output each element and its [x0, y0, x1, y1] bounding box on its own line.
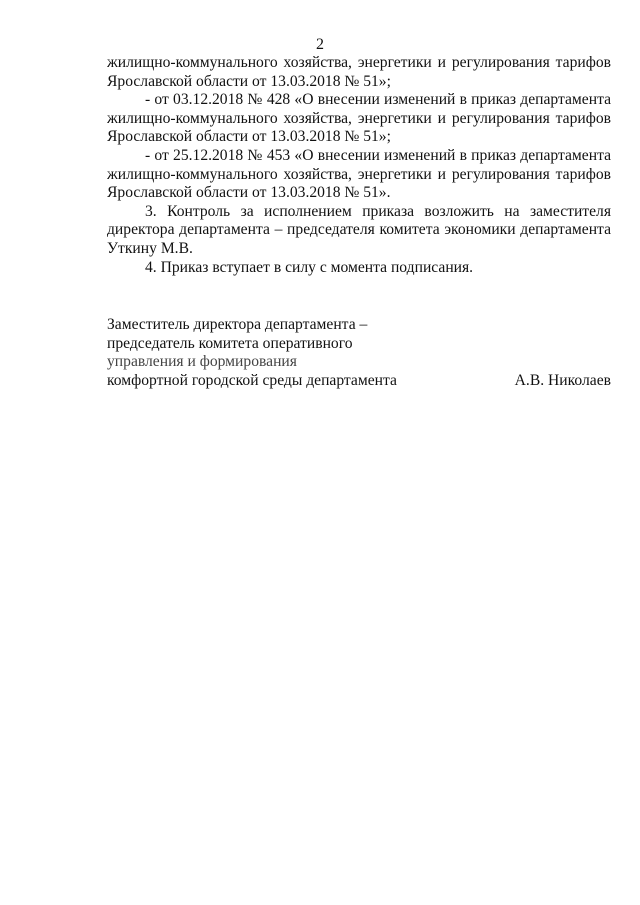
paragraph-line: 3. Контроль за исполнением приказа возложить на заместителя — [145, 202, 611, 220]
paragraph-line: Уткину М.В. — [107, 239, 193, 257]
signature-position-line: Заместитель директора департамента – — [107, 316, 368, 333]
paragraph-line: Ярославской области от 13.03.2018 № 51». — [107, 184, 391, 202]
paragraph-line: Ярославской области от 13.03.2018 № 51»; — [107, 72, 391, 90]
paragraph-line: жилищно-коммунального хозяйства, энергетики и регулирования тарифов — [107, 165, 611, 183]
signatory-name: А.В. Николаев — [514, 371, 611, 389]
paragraph-1 — [107, 54, 611, 91]
signature-block — [107, 316, 611, 390]
paragraph-line: 4. Приказ вступает в силу с момента подписания. — [145, 258, 474, 276]
signature-position-line — [107, 335, 611, 354]
paragraph-4 — [107, 203, 611, 259]
paragraph-2 — [107, 91, 611, 147]
paragraph-3 — [107, 147, 611, 203]
signature-position-line: управления и формирования — [107, 353, 297, 371]
signature-final-line — [107, 372, 611, 391]
document-body — [107, 54, 611, 277]
signature-position-line: комфортной городской среды департамента — [107, 371, 397, 389]
paragraph-line: директора департамента – председателя комитета экономики департамента — [107, 221, 611, 239]
paragraph-line: Ярославской области от 13.03.2018 № 51»; — [107, 128, 391, 146]
paragraph-5 — [107, 259, 611, 278]
page-number: 2 — [316, 36, 324, 53]
paragraph-line: - от 03.12.2018 № 428 «О внесении изменений в приказ департамента — [145, 91, 611, 109]
signature-position-part: председатель комитета — [107, 334, 259, 352]
signature-position-part: оперативного — [262, 334, 353, 352]
paragraph-line: жилищно-коммунального хозяйства, энергетики и регулирования тарифов — [107, 109, 611, 127]
paragraph-line: - от 25.12.2018 № 453 «О внесении изменений в приказ департамента — [145, 146, 611, 164]
paragraph-line: жилищно-коммунального хозяйства, энергетики и регулирования тарифов — [107, 54, 611, 71]
